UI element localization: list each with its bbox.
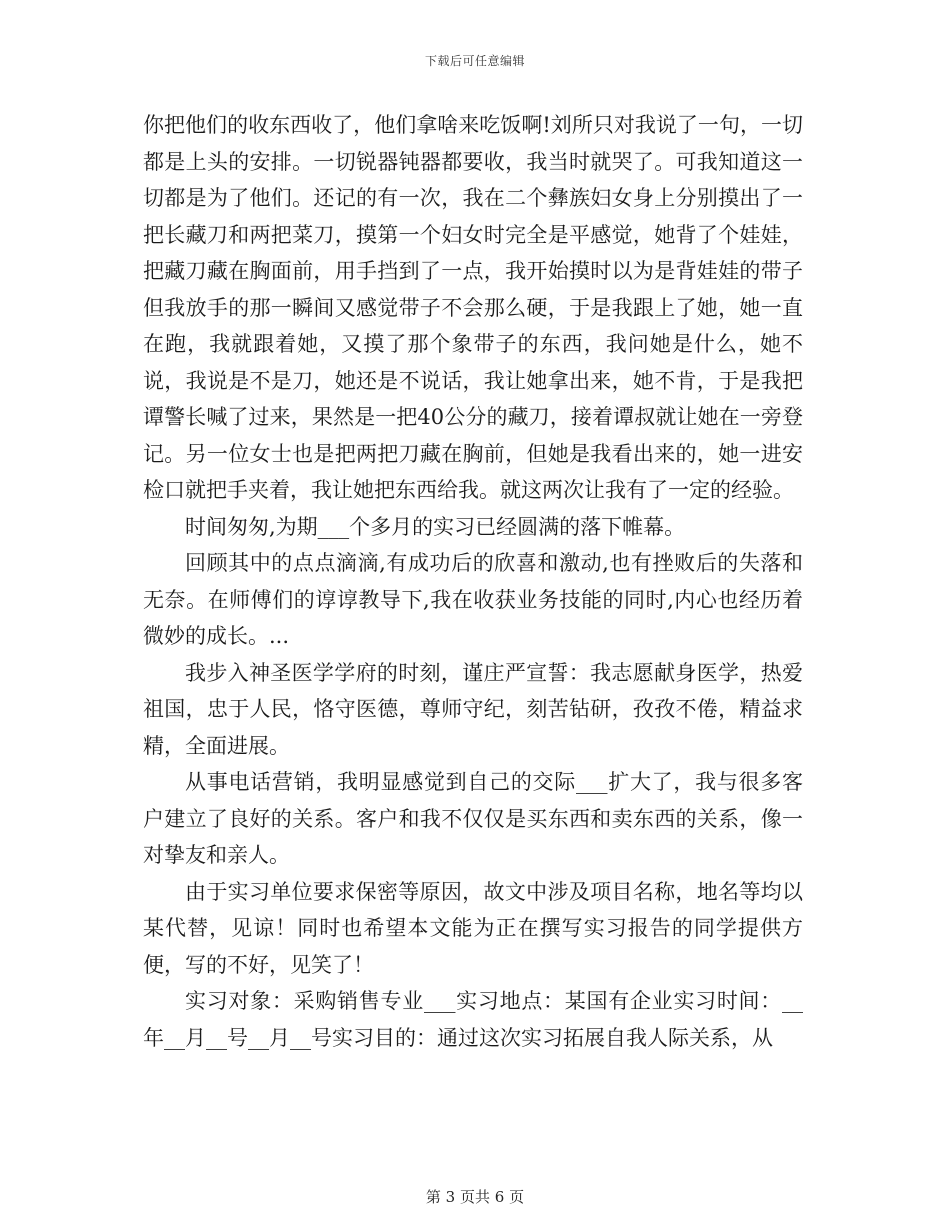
page-header: 下载后可任意编辑: [424, 54, 525, 68]
paragraph-4: 我步入神圣医学学府的时刻，谨庄严宣誓：我志愿献身医学，热爱祖国，忠于人民，恪守医德，尊师守纪，刻苦钻研，孜孜不倦，精益求精，全面进展。: [143, 660, 803, 758]
page-footer: 第 3 页共 6 页: [425, 1188, 525, 1206]
paragraph-3: 回顾其中的点点滴滴,有成功后的欣喜和激动,也有挫败后的失落和无奈。在师傅们的谆谆教导下,我在收获业务技能的同时,内心也经历着微妙的成长。...: [143, 551, 803, 648]
paragraph-5: 从事电话营销，我明显感觉到自己的交际___扩大了，我与很多客户建立了良好的关系。客户和我不仅仅是买东西和卖东西的关系，像一对挚友和亲人。: [143, 770, 803, 867]
paragraph-7: 实习对象：采购销售专业___实习地点：某国有企业实习时间：__年__月__号__月__号实习目的：通过这次实习拓展自我人际关系，从: [143, 989, 803, 1050]
document-body: [143, 107, 803, 1056]
paragraph-1: 你把他们的收东西收了，他们拿啥来吃饭啊!刘所只对我说了一句，一切都是上头的安排。一切锐器钝器都要收，我当时就哭了。可我知道这一切都是为了他们。还记的有一次，我在二个彝族妇女身上分别摸出了一把长藏刀和两把菜刀，摸第一个妇女时完全是平感觉，她背了个娃娃，把藏刀藏在胸面前，用手挡到了一点，我开始摸时以为是背娃娃的带子但我放手的那一瞬间又感觉带子不会那么硬，于是我跟上了她，她一直在跑，我就跟着她，又摸了那个象带子的东西，我问她是什么，她不说，我说是不是刀，她还是不说话，我让她拿出来，她不肯，于是我把谭警长喊了过来，果然是一把40公分的藏刀，接着谭叔就让她在一旁登记。另一位女士也是把两把刀藏在胸前，但她是我看出来的，她一进安检口就把手夹着，我让她把东西给我。就这两次让我有了一定的经验。: [143, 113, 803, 502]
paragraph-6: 由于实习单位要求保密等原因，故文中涉及项目名称，地名等均以某代替，见谅！同时也希望本文能为正在撰写实习报告的同学提供方便，写的不好，见笑了！: [143, 879, 803, 977]
paragraph-2: 时间匆匆,为期___个多月的实习已经圆满的落下帷幕。: [185, 514, 686, 539]
